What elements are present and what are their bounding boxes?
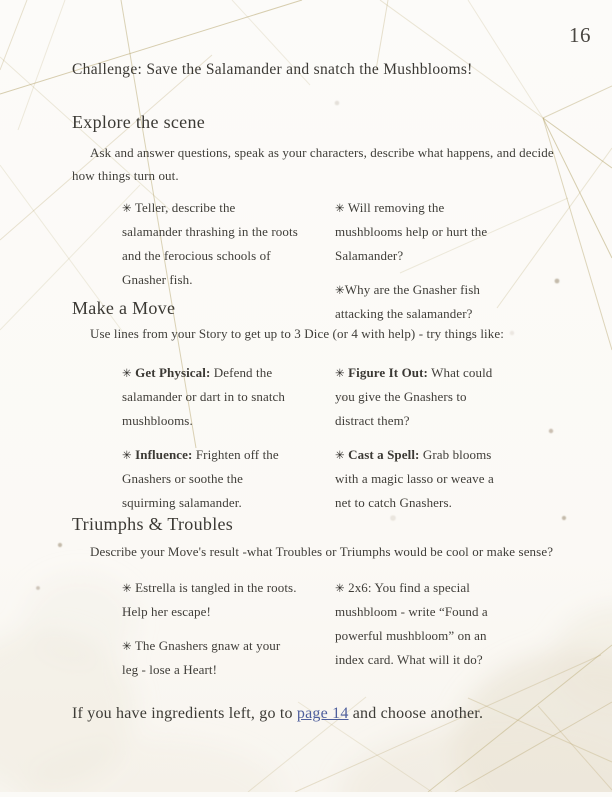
bullet-star-icon: ✳ <box>335 283 345 297</box>
bullet-text: Teller, describe the salamander thrashing in the roots and the ferocious schools of Gnasher fish. <box>122 200 298 287</box>
bullet-item <box>122 361 298 433</box>
bullet-text: Frighten off the Gnashers or soothe the squirming salamander. <box>122 447 279 510</box>
bullet-text: Grab blooms with a magic lasso or weave a net to catch Gnashers. <box>335 447 494 510</box>
bullet-item <box>335 196 507 268</box>
bullet-star-icon: ✳ <box>335 201 345 215</box>
explore-intro-line-2: how things turn out. <box>72 167 179 183</box>
move-intro <box>72 326 504 342</box>
bullet-lead: Cast a Spell: <box>348 447 420 462</box>
footer-text-prefix: If you have ingredients left, go to <box>72 705 297 722</box>
triumphs-column-left <box>122 576 298 682</box>
bullet-star-icon: ✳ <box>122 581 132 595</box>
bullet-text: Defend the salamander or dart in to snatch mushblooms. <box>122 365 286 428</box>
bullet-item <box>122 196 298 292</box>
triumphs-column-right <box>335 576 507 682</box>
bullet-text: 2x6: You find a special mushbloom - write “Found a powerful mushbloom” on an index card. What will it do? <box>335 580 488 667</box>
page-number: 16 <box>569 23 591 47</box>
bullet-star-icon: ✳ <box>122 201 132 215</box>
bullet-star-icon: ✳ <box>335 581 345 595</box>
bullet-item <box>122 443 298 515</box>
section-heading-move: Make a Move <box>72 298 176 318</box>
triumphs-intro <box>72 544 553 560</box>
bullet-item <box>335 443 507 515</box>
bullet-lead: Get Physical: <box>135 365 211 380</box>
section-heading-triumphs: Triumphs & Troubles <box>72 514 234 534</box>
footer-navigation <box>72 705 483 723</box>
explore-columns <box>122 196 507 326</box>
bullet-star-icon: ✳ <box>122 366 132 380</box>
explore-intro-line-1: Ask and answer questions, speak as your characters, describe what happens, and decide <box>90 145 554 160</box>
bullet-item <box>122 634 298 682</box>
bullet-lead: Figure It Out: <box>348 365 428 380</box>
bullet-item <box>122 576 298 624</box>
bullet-text: Estrella is tangled in the roots. Help her escape! <box>122 580 297 619</box>
bullet-text: The Gnashers gnaw at your leg - lose a Heart! <box>122 638 281 677</box>
move-column-right <box>335 361 507 515</box>
bullet-text: Why are the Gnasher fish attacking the salamander? <box>335 282 480 321</box>
footer-text-suffix: and choose another. <box>348 705 484 722</box>
move-intro-line: Use lines from your Story to get up to 3 Dice (or 4 with help) - try things like: <box>90 326 504 341</box>
bullet-star-icon: ✳ <box>122 639 132 653</box>
bullet-text: What could you give the Gnashers to distract them? <box>335 365 493 428</box>
bullet-item <box>335 278 507 326</box>
bullet-item <box>335 361 507 433</box>
triumphs-columns <box>122 576 507 682</box>
move-column-left <box>122 361 298 515</box>
bullet-star-icon: ✳ <box>335 448 345 462</box>
bullet-item <box>335 576 507 672</box>
bullet-star-icon: ✳ <box>122 448 132 462</box>
move-columns <box>122 361 507 515</box>
section-heading-explore: Explore the scene <box>72 112 206 132</box>
page-title: Challenge: Save the Salamander and snatch the Mushblooms! <box>72 61 473 78</box>
explore-column-right <box>335 196 507 326</box>
bullet-lead: Influence: <box>135 447 193 462</box>
bullet-star-icon: ✳ <box>335 366 345 380</box>
explore-intro <box>72 142 554 187</box>
bullet-text: Will removing the mushblooms help or hurt the Salamander? <box>335 200 488 263</box>
page-14-link[interactable]: page 14 <box>296 705 349 722</box>
triumphs-intro-line: Describe your Move's result -what Troubles or Triumphs would be cool or make sense? <box>90 544 554 559</box>
